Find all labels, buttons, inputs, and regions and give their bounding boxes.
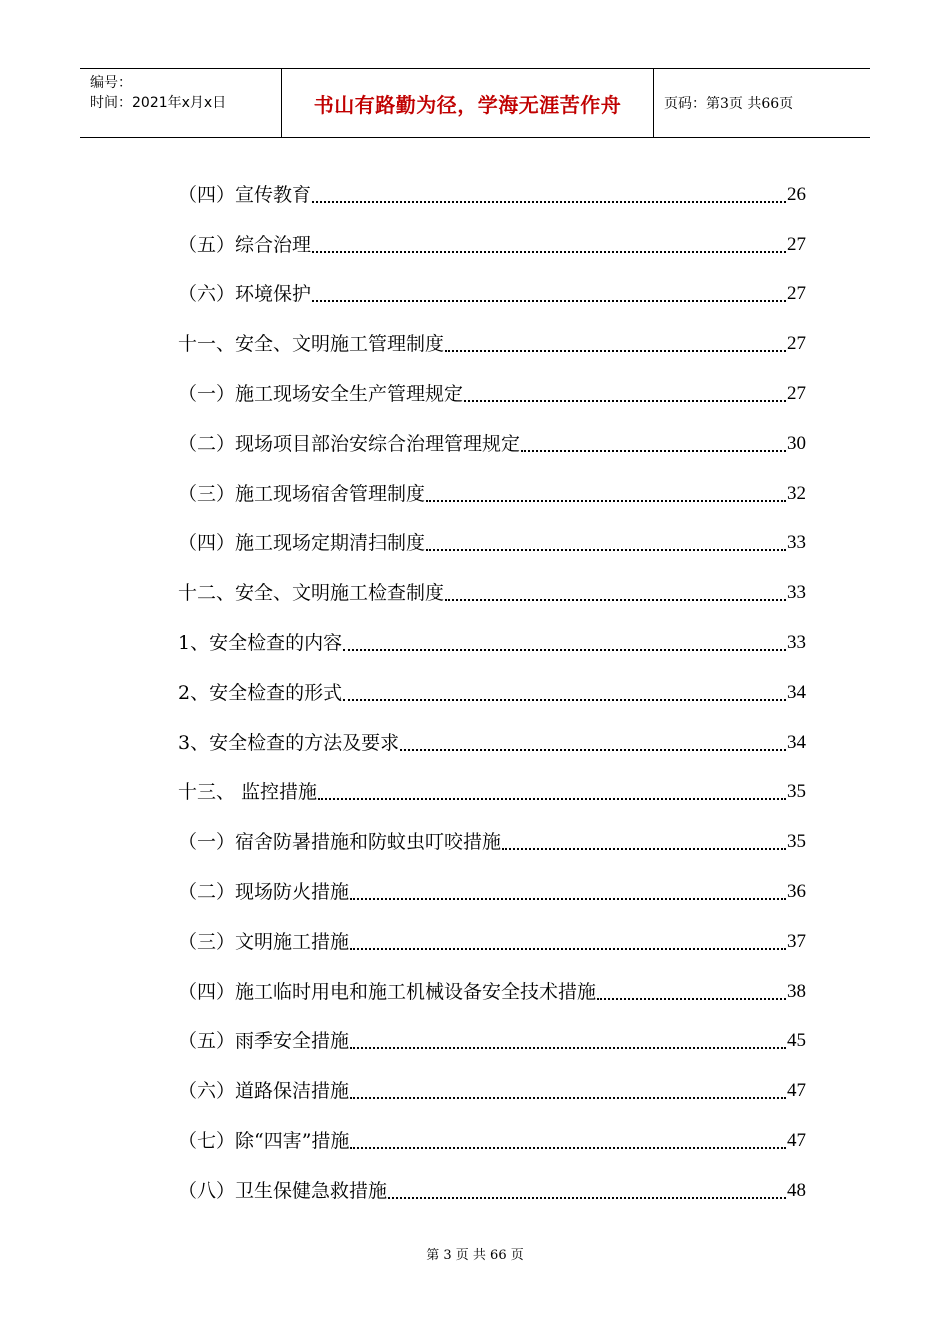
toc-leader-dots (445, 599, 786, 601)
toc-entry-page-number: 35 (787, 831, 806, 853)
header-page-info: 页码：第3页 共66页 (664, 96, 794, 112)
toc-entry-label: （一）施工现场安全生产管理规定 (178, 383, 464, 406)
toc-entry-page-number: 27 (787, 233, 806, 255)
toc-entry-page-number: 34 (787, 731, 806, 753)
toc-entry-label: （五）雨季安全措施 (178, 1030, 350, 1053)
toc-leader-dots (426, 500, 786, 502)
toc-leader-dots (350, 1097, 786, 1099)
toc-entry-label: 十二、安全、文明施工检查制度 (178, 582, 445, 605)
toc-entry-label: （八）卫生保健急救措施 (178, 1179, 388, 1202)
toc-entry[interactable] (178, 618, 806, 668)
table-of-contents (178, 170, 806, 1216)
page-header (80, 68, 870, 138)
toc-entry-page-number: 27 (787, 283, 806, 305)
toc-entry[interactable] (178, 469, 806, 519)
toc-entry-page-number: 33 (787, 532, 806, 554)
toc-leader-dots (464, 400, 786, 402)
toc-entry-label: （六）道路保洁措施 (178, 1080, 350, 1103)
toc-entry-label: 3、安全检查的方法及要求 (178, 731, 400, 754)
toc-entry-label: （四）施工临时用电和施工机械设备安全技术措施 (178, 980, 597, 1003)
toc-entry[interactable] (178, 718, 806, 768)
toc-leader-dots (312, 251, 786, 253)
toc-entry[interactable] (178, 1017, 806, 1067)
toc-entry-page-number: 47 (787, 1130, 806, 1152)
toc-entry-page-number: 33 (787, 632, 806, 654)
toc-leader-dots (445, 350, 786, 352)
toc-entry[interactable] (178, 1116, 806, 1166)
toc-entry[interactable] (178, 220, 806, 270)
toc-leader-dots (343, 699, 786, 701)
toc-leader-dots (350, 948, 786, 950)
toc-entry-label: （七）除“四害”措施 (178, 1130, 350, 1153)
toc-entry-page-number: 27 (787, 383, 806, 405)
header-meta (80, 69, 281, 137)
toc-entry[interactable] (178, 519, 806, 569)
toc-entry-page-number: 35 (787, 781, 806, 803)
toc-entry[interactable] (178, 768, 806, 818)
document-number-label: 编号： (90, 75, 132, 91)
toc-entry-page-number: 36 (787, 881, 806, 903)
toc-entry-page-number: 47 (787, 1080, 806, 1102)
toc-entry-page-number: 34 (787, 681, 806, 703)
toc-entry-page-number: 32 (787, 482, 806, 504)
toc-leader-dots (312, 201, 786, 203)
header-motto-cell (281, 69, 654, 137)
toc-entry[interactable] (178, 270, 806, 320)
toc-entry-label: （二）现场防火措施 (178, 881, 350, 904)
toc-entry-page-number: 26 (787, 183, 806, 205)
toc-entry-page-number: 27 (787, 333, 806, 355)
toc-leader-dots (343, 649, 786, 651)
toc-entry-page-number: 38 (787, 980, 806, 1002)
toc-leader-dots (502, 848, 786, 850)
toc-leader-dots (350, 898, 786, 900)
toc-leader-dots (521, 450, 786, 452)
toc-leader-dots (350, 1047, 786, 1049)
toc-entry-label: 十一、安全、文明施工管理制度 (178, 333, 445, 356)
toc-leader-dots (400, 749, 786, 751)
toc-entry[interactable] (178, 1066, 806, 1116)
page-footer: 第 3 页 共 66 页 (426, 1248, 524, 1263)
toc-entry-label: 十三、 监控措施 (178, 781, 318, 804)
header-page-info-cell (654, 69, 870, 137)
toc-entry[interactable] (178, 568, 806, 618)
toc-entry-page-number: 45 (787, 1030, 806, 1052)
toc-entry-label: （四）施工现场定期清扫制度 (178, 532, 426, 555)
toc-entry-label: （三）文明施工措施 (178, 930, 350, 953)
toc-entry[interactable] (178, 1166, 806, 1216)
toc-leader-dots (426, 549, 786, 551)
toc-entry-page-number: 33 (787, 582, 806, 604)
toc-leader-dots (388, 1197, 786, 1199)
toc-entry[interactable] (178, 668, 806, 718)
toc-entry[interactable] (178, 369, 806, 419)
toc-entry-label: （六）环境保护 (178, 283, 312, 306)
toc-entry[interactable] (178, 319, 806, 369)
toc-entry[interactable] (178, 967, 806, 1017)
toc-entry-label: 1、安全检查的内容 (178, 632, 343, 655)
toc-entry-label: （三）施工现场宿舍管理制度 (178, 482, 426, 505)
header-motto: 书山有路勤为径，学海无涯苦作舟 (313, 92, 622, 117)
toc-entry[interactable] (178, 817, 806, 867)
toc-leader-dots (350, 1147, 786, 1149)
toc-entry[interactable] (178, 917, 806, 967)
toc-entry-label: （二）现场项目部治安综合治理管理规定 (178, 432, 521, 455)
toc-entry[interactable] (178, 419, 806, 469)
toc-entry-page-number: 30 (787, 432, 806, 454)
document-time: 时间：2021年x月x日 (90, 95, 227, 111)
toc-entry[interactable] (178, 867, 806, 917)
toc-entry-page-number: 48 (787, 1179, 806, 1201)
toc-leader-dots (318, 798, 786, 800)
toc-entry-label: （五）综合治理 (178, 233, 312, 256)
toc-entry-label: 2、安全检查的形式 (178, 681, 343, 704)
toc-leader-dots (597, 998, 786, 1000)
toc-leader-dots (312, 300, 786, 302)
toc-entry-page-number: 37 (787, 930, 806, 952)
toc-entry[interactable] (178, 170, 806, 220)
toc-entry-label: （一）宿舍防暑措施和防蚊虫叮咬措施 (178, 831, 502, 854)
toc-entry-label: （四）宣传教育 (178, 183, 312, 206)
